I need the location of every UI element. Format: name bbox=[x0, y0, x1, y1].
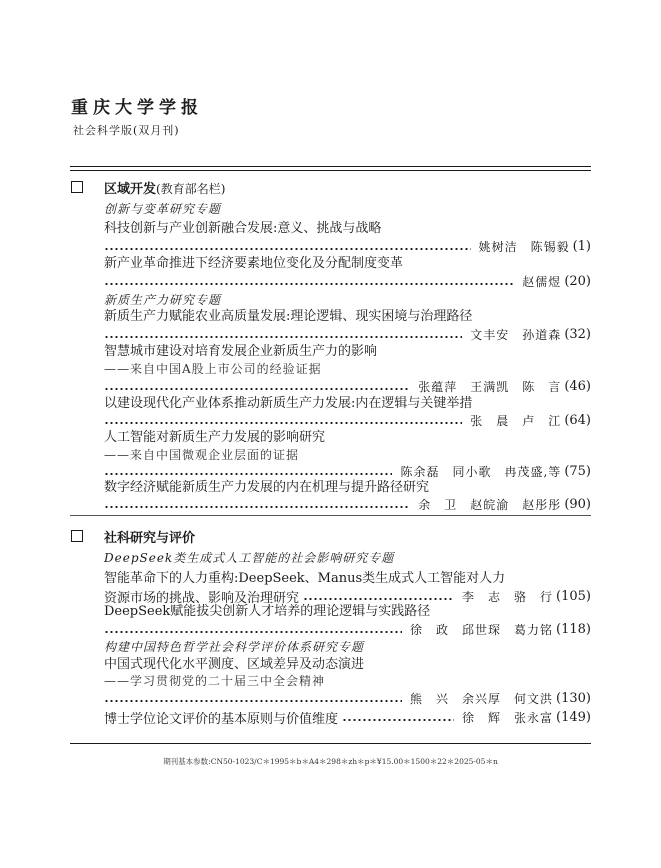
toc-entry-row bbox=[104, 325, 591, 343]
article-title: 科技创新与产业创新融合发展:意义、挑战与战略 bbox=[104, 221, 382, 236]
toc-entry-row bbox=[104, 377, 591, 395]
article-subtitle: ——来自中国A股上市公司的经验证据 bbox=[104, 362, 322, 376]
journal-title: 重庆大学学报 bbox=[71, 98, 203, 118]
article-page: (20) bbox=[564, 273, 591, 289]
bottom-rule bbox=[70, 743, 591, 744]
top-rule-thin bbox=[70, 170, 591, 171]
journal-subtitle: 社会科学版(双月刊) bbox=[73, 124, 180, 137]
section-title-text: 社科研究与评价 bbox=[104, 531, 196, 546]
leader-dots bbox=[104, 283, 514, 285]
section-title bbox=[104, 527, 195, 546]
article-authors: 姚树洁 陈锡毅 bbox=[478, 239, 570, 254]
toc-entry-row bbox=[104, 462, 591, 480]
article-page: (90) bbox=[564, 496, 591, 512]
article-title: 智慧城市建设对培育发展企业新质生产力的影响 bbox=[104, 344, 378, 359]
leader-dots bbox=[104, 336, 462, 338]
topic-heading: 新质生产力研究专题 bbox=[104, 293, 222, 307]
article-authors: 陈余磊 同小歌 冉茂盛,等 bbox=[400, 464, 562, 479]
article-page: (46) bbox=[564, 378, 591, 394]
article-authors: 余 卫 赵皖渝 赵彤彤 bbox=[418, 497, 562, 512]
footer-parameters: 期刊基本参数:CN50-1023/C＊1995＊b＊A4＊298＊zh＊p＊¥15.00＊1500＊22＊2025-05＊n bbox=[163, 757, 498, 766]
toc-entry-row bbox=[104, 411, 591, 429]
article-page: (1) bbox=[572, 238, 591, 254]
top-rule-thick bbox=[70, 166, 591, 167]
topic-heading: DeepSeek类生成式人工智能的社会影响研究专题 bbox=[104, 551, 395, 565]
section-checkbox-icon bbox=[71, 530, 83, 542]
article-title: 中国式现代化水平测度、区域差异及动态演进 bbox=[104, 657, 365, 672]
leader-dots bbox=[104, 248, 471, 250]
article-title-continued: 资源市场的挑战、影响及治理研究 bbox=[104, 590, 300, 606]
topic-heading: 创新与变革研究专题 bbox=[104, 202, 222, 216]
article-page: (32) bbox=[564, 326, 591, 342]
article-authors: 文丰安 孙道森 bbox=[470, 327, 562, 342]
leader-dots bbox=[104, 473, 392, 475]
article-page: (75) bbox=[564, 463, 591, 479]
section-divider bbox=[70, 515, 591, 516]
article-title: 数字经济赋能新质生产力发展的内在机理与提升路径研究 bbox=[104, 480, 430, 495]
article-page: (149) bbox=[556, 709, 591, 725]
article-title: 人工智能对新质生产力发展的影响研究 bbox=[104, 430, 326, 445]
article-authors: 张蕴萍 王满凯 陈 言 bbox=[418, 379, 562, 394]
article-subtitle: ——来自中国微观企业层面的证据 bbox=[104, 448, 300, 462]
leader-dots bbox=[104, 700, 402, 702]
article-authors: 熊 兴 余兴厚 何文洪 bbox=[410, 691, 554, 706]
toc-entry-row bbox=[104, 708, 591, 726]
article-subtitle: ——学习贯彻党的二十届三中全会精神 bbox=[104, 674, 326, 688]
leader-dots bbox=[104, 506, 410, 508]
article-title: 智能革命下的人力重构:DeepSeek、Manus类生成式人工智能对人力 bbox=[104, 571, 506, 586]
article-authors: 李 志 骆 行 bbox=[462, 589, 554, 604]
article-authors: 赵儒煜 bbox=[522, 274, 562, 289]
topic-heading: 构建中国特色哲学社会科学评价体系研究专题 bbox=[104, 640, 365, 654]
article-title: 博士学位论文评价的基本原则与价值维度 bbox=[104, 711, 339, 727]
toc-entry-row bbox=[104, 237, 591, 255]
toc-entry-row bbox=[104, 689, 591, 707]
article-authors: 徐 辉 张永富 bbox=[462, 710, 554, 725]
section-title bbox=[104, 178, 225, 197]
article-page: (64) bbox=[564, 412, 591, 428]
article-authors: 徐 政 邱世琛 葛力铭 bbox=[410, 622, 554, 637]
toc-entry-row bbox=[104, 620, 591, 638]
leader-dots bbox=[104, 422, 462, 424]
section-title-text: 区域开发 bbox=[104, 182, 157, 197]
article-title: 新产业革命推进下经济要素地位变化及分配制度变革 bbox=[104, 256, 404, 271]
toc-entry-row bbox=[104, 272, 591, 290]
leader-dots bbox=[104, 631, 402, 633]
article-title: 以建设现代化产业体系推动新质生产力发展:内在逻辑与关键举措 bbox=[104, 396, 473, 411]
article-title: DeepSeek赋能拔尖创新人才培养的理论逻辑与实践路径 bbox=[104, 604, 431, 619]
article-page: (130) bbox=[556, 690, 591, 706]
article-page: (105) bbox=[556, 588, 591, 604]
toc-entry-row bbox=[104, 495, 591, 513]
article-page: (118) bbox=[556, 621, 591, 637]
section-checkbox-icon bbox=[71, 181, 83, 193]
article-title: 新质生产力赋能农业高质量发展:理论逻辑、现实困境与治理路径 bbox=[104, 309, 473, 324]
section-note: (教育部名栏) bbox=[156, 182, 226, 196]
leader-dots bbox=[303, 598, 454, 600]
leader-dots bbox=[104, 388, 410, 390]
leader-dots bbox=[342, 719, 454, 721]
article-authors: 张 晨 卢 江 bbox=[470, 413, 562, 428]
